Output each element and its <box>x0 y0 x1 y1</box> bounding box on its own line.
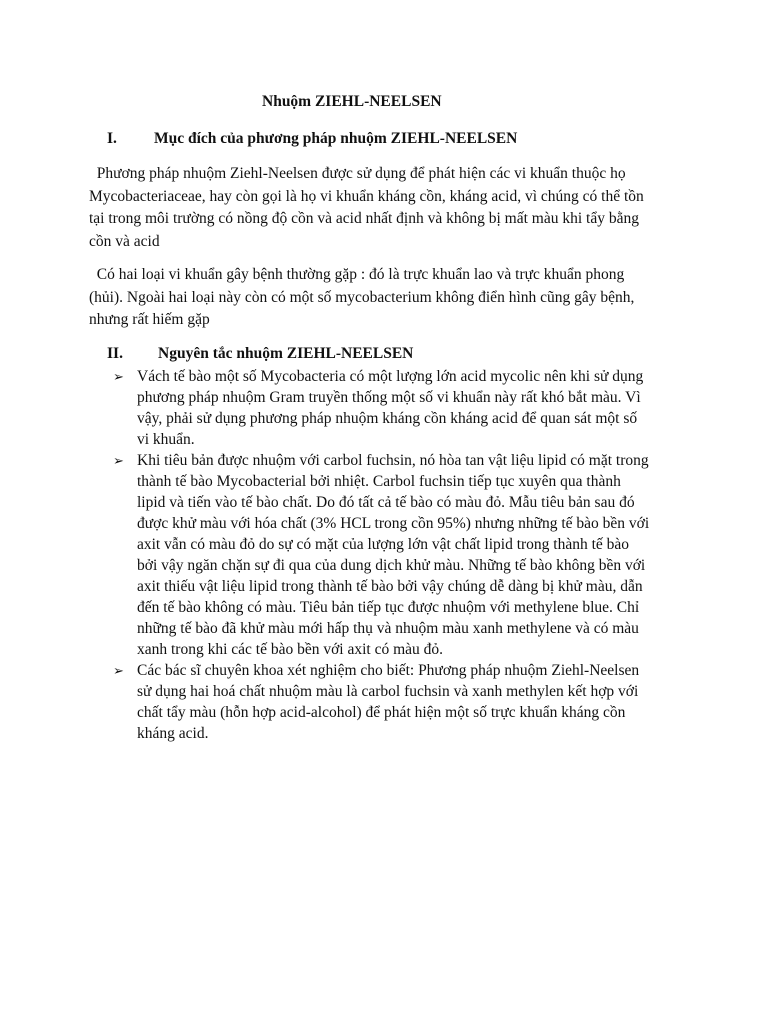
bullet-line: phương pháp nhuộm Gram truyền thống một số vi khuẩn này rất khó bắt màu. Vì <box>137 389 641 406</box>
section-2-title: Nguyên tắc nhuộm ZIEHL-NEELSEN <box>158 345 414 362</box>
bullet-line: được khử màu với hóa chất (3% HCL trong cồn 95%) nhưng những tế bào bền với <box>137 515 650 532</box>
bullet-line: sử dụng hai hoá chất nhuộm màu là carbol fuchsin và xanh methylen kết hợp với <box>137 683 639 700</box>
paragraph-line: tại trong môi trường có nồng độ cồn và acid nhất định và không bị mất màu khi tẩy bằng <box>89 210 639 227</box>
list-item <box>113 450 683 660</box>
list-item <box>113 366 683 450</box>
bullet-line: Khi tiêu bản được nhuộm với carbol fuchsin, nó hòa tan vật liệu lipid có mặt trong <box>137 452 649 469</box>
bullet-line: đến tế bào không có màu. Tiêu bản tiếp tục được nhuộm với methylene blue. Chỉ <box>137 599 640 616</box>
principle-bullet-list <box>113 366 683 744</box>
paragraph-line: cồn và acid <box>89 232 160 250</box>
document-title: Nhuộm ZIEHL-NEELSEN <box>262 93 442 110</box>
paragraph-line: Có hai loại vi khuẩn gây bệnh thường gặp : đó là trực khuẩn lao và trực khuẩn phong <box>89 266 625 283</box>
bullet-line: thành tế bào Mycobacterial bởi nhiệt. Carbol fuchsin tiếp tục xuyên qua thành <box>137 473 621 490</box>
bullet-line: vi khuẩn. <box>137 431 195 448</box>
paragraph-line: nhưng rất hiếm gặp <box>89 311 210 328</box>
bullet-line: những tế bào đã khử màu mới hấp thụ và nhuộm màu xanh methylene và có màu <box>137 620 639 637</box>
paragraph-line: Phương pháp nhuộm Ziehl-Neelsen được sử dụng để phát hiện các vi khuẩn thuộc họ <box>89 165 626 182</box>
list-item <box>113 660 683 744</box>
arrow-bullet-icon: ➢ <box>113 663 124 678</box>
arrow-bullet-icon: ➢ <box>113 453 124 468</box>
section-2-number: II. <box>107 345 123 362</box>
bullet-line: kháng acid. <box>137 725 209 742</box>
bullet-line: vậy, phải sử dụng phương pháp nhuộm kháng cồn kháng acid để quan sát một số <box>137 410 638 427</box>
paragraph-line: Mycobacteriaceae, hay còn gọi là họ vi khuẩn kháng cồn, kháng acid, vì chúng có thể tồn <box>89 187 644 205</box>
bullet-line: chất tẩy màu (hỗn hợp acid-alcohol) để phát hiện một số trực khuẩn kháng cồn <box>137 704 626 721</box>
bullet-line: axit vẫn có màu đỏ do sự có mặt của lượng lớn vật chất lipid trong thành tế bào <box>137 536 630 553</box>
paragraph-line: (hủi). Ngoài hai loại này còn có một số mycobacterium không điển hình cũng gây bệnh, <box>89 288 635 306</box>
bullet-line: Các bác sĩ chuyên khoa xét nghiệm cho biết: Phương pháp nhuộm Ziehl-Neelsen <box>137 662 640 679</box>
section-1-paragraph-1 <box>89 163 680 253</box>
bullet-line: Vách tế bào một số Mycobacteria có một lượng lớn acid mycolic nên khi sử dụng <box>137 368 644 385</box>
section-1-number: I. <box>107 130 117 147</box>
bullet-line: axit thiếu vật liệu lipid trong thành tế bào bởi vậy chúng dễ dàng bị khử màu, dẫn <box>137 578 643 595</box>
arrow-bullet-icon: ➢ <box>113 369 124 384</box>
bullet-line: lipid và tiến vào tế bào chất. Do đó tất cả tế bào có màu đỏ. Mẫu tiêu bản sau đó <box>137 494 635 511</box>
bullet-line: bởi vậy ngăn chặn sự đi qua của dung dịch khử màu. Những tế bào không bền với <box>137 557 646 574</box>
section-1-paragraph-2 <box>89 264 680 332</box>
section-1-title: Mục đích của phương pháp nhuộm ZIEHL-NEELSEN <box>154 130 518 147</box>
bullet-line: xanh trong khi các tế bào bền với axit có màu đỏ. <box>137 641 444 658</box>
